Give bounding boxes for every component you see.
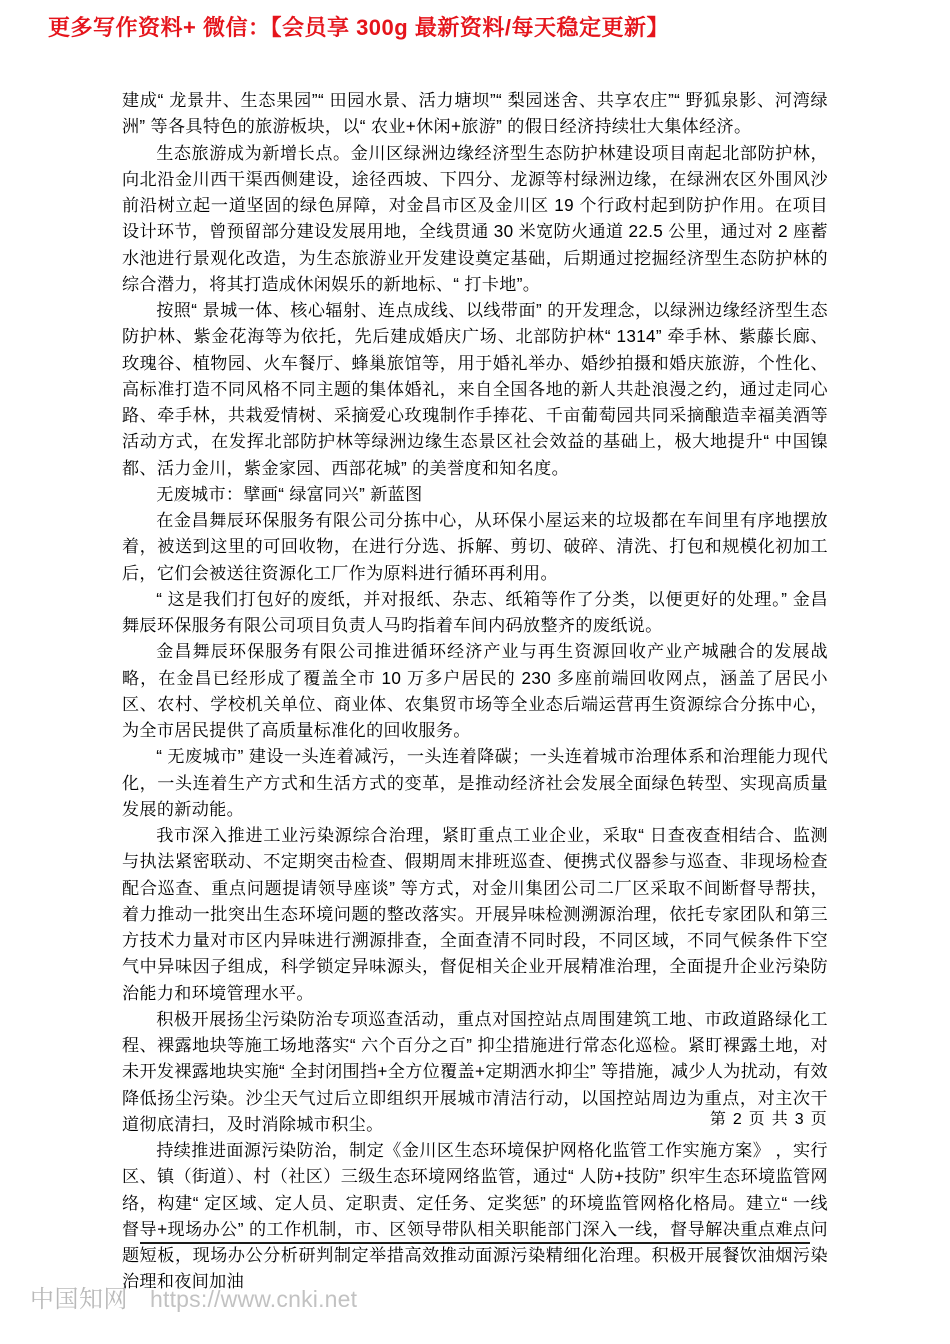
cnki-site-name: 中国知网 xyxy=(30,1286,128,1313)
paragraph: 建成“ 龙景井、生态果园”“ 田园水景、活力塘坝”“ 梨园迷舍、共享农庄”“ 野狐泉影、河湾绿洲” 等各具特色的旅游板块，以“ 农业+休闲+旅游” 的假日经济持续壮大集体经济。 xyxy=(122,91,828,137)
paragraph: 按照“ 景城一体、核心辐射、连点成线、以线带面” 的开发理念，以绿洲边缘经济型生态防护林、紫金花海等为依托，先后建成婚庆广场、北部防护林“ 1314” 牵手林、紫藤长廊、玫瑰谷、植物园、火车餐厅、蜂巢旅馆等，用于婚礼举办、婚纱拍摄和婚庆旅游，个性化、高标准打造不同风格不同主题的集体婚礼，来自全国各地的新人共赴浪漫之约，通过走同心路、牵手林，共栽爱情树、采摘爱心玫瑰制作手捧花、千亩葡萄园共同采摘酿造幸福美酒等活动方式，在发挥北部防护林等绿洲边缘生态景区社会效益的基础上，极大地提升“ 中国镍都、活力金川，紫金家园、西部花城” 的美誉度和知名度。 xyxy=(122,301,828,478)
promo-banner: 更多写作资料+ 微信：【会员享 300g 最新资料/每天稳定更新】 xyxy=(48,15,669,40)
paragraph: 金昌舞辰环保服务有限公司推进循环经济产业与再生资源回收产业产城融合的发展战略，在金昌已经形成了覆盖全市 10 万多户居民的 230 多座前端回收网点，涵盖了居民小区、农村、学校机关单位、商业体、农集贸市场等全业态后端运营再生资源综合分拣中心，为全市居民提供了高质量标准化的回收服务。 xyxy=(122,642,828,740)
page-number-footer: 第 2 页 共 3 页 xyxy=(709,1111,828,1128)
paragraph: 在金昌舞辰环保服务有限公司分拣中心，从环保小屋运来的垃圾都在车间里有序地摆放着，被送到这里的可回收物，在进行分选、拆解、剪切、破碎、清洗、打包和规模化初加工后，它们会被送往资源化工厂作为原料进行循环再利用。 xyxy=(122,511,828,583)
paragraph: “ 无废城市” 建设一头连着减污，一头连着降碳；一头连着城市治理体系和治理能力现代化，一头连着生产方式和生活方式的变革，是推动经济社会发展全面绿色转型、实现高质量发展的新动能。 xyxy=(122,747,828,819)
footer-divider xyxy=(140,1242,810,1244)
paragraph: 持续推进面源污染防治，制定《金川区生态环境保护网格化监管工作实施方案》 ，实行区、镇（街道）、村（社区）三级生态环境网络监管，通过“ 人防+技防” 织牢生态环境监管网络，构建“ 定区域、定人员、定职责、定任务、定奖惩” 的环境监管网格化格局。建立“ 一线督导+现场办公” 的工作机制，市、区领导带队相关职能部门深入一线，督导解决重点难点问题短板，现场办公分析研判制定举措高效推动面源污染精细化治理。积极开展餐饮油烟污染治理和夜间加油 xyxy=(122,1141,828,1292)
cnki-watermark xyxy=(30,1279,357,1314)
paragraph: 积极开展扬尘污染防治专项巡查活动，重点对国控站点周围建筑工地、市政道路绿化工程、裸露地块等施工场地落实“ 六个百分之百” 抑尘措施进行常态化巡检。紧盯裸露土地，对未开发裸露地块实施“ 全封闭围挡+全方位覆盖+定期洒水抑尘” 等措施，减少人为扰动，有效降低扬尘污染。沙尘天气过后立即组织开展城市清洁行动，以国控站周边为重点，对主次干道彻底清扫，及时消除城市积尘。 xyxy=(122,1009,828,1134)
paragraph: “ 这是我们打包好的废纸，并对报纸、杂志、纸箱等作了分类，以便更好的处理。” 金昌舞辰环保服务有限公司项目负责人马昀指着车间内码放整齐的废纸说。 xyxy=(122,589,828,635)
paragraph: 生态旅游成为新增长点。金川区绿洲边缘经济型生态防护林建设项目南起北部防护林，向北沿金川西干渠西侧建设，途径西坡、下四分、龙源等村绿洲边缘，在绿洲农区外围风沙前沿树立起一道坚固的绿色屏障，对金昌市区及金川区 19 个行政村起到防护作用。在项目设计环节，曾预留部分建设发展用地，全线贯通 30 米宽防火通道 22.5 公里，通过对 2 座蓄水池进行景观化改造，为生态旅游业开发建设奠定基础，后期通过挖掘经济型生态防护林的综合潜力，将其打造成休闲娱乐的新地标、“ 打卡地”。 xyxy=(122,143,828,294)
paragraph: 我市深入推进工业污染源综合治理，紧盯重点工业企业，采取“ 日查夜查相结合、监测与执法紧密联动、不定期突击检查、假期周末排班巡查、便携式仪器参与巡查、非现场检查配合巡查、重点问题提请领导座谈” 等方式，对金川集团公司二厂区采取不间断督导帮扶，着力推动一批突出生态环境问题的整改落实。开展异味检测溯源治理，依托专家团队和第三方技术力量对市区内异味进行溯源排查，全面查清不同时段，不同区域，不同气候条件下空气中异味因子组成，科学锁定异味源头，督促相关企业开展精准治理，全面提升企业污染防治能力和环境管理水平。 xyxy=(122,826,828,1003)
section-heading: 无废城市：擘画“ 绿富同兴” 新蓝图 xyxy=(156,484,423,504)
cnki-url: https://www.cnki.net xyxy=(150,1286,358,1312)
